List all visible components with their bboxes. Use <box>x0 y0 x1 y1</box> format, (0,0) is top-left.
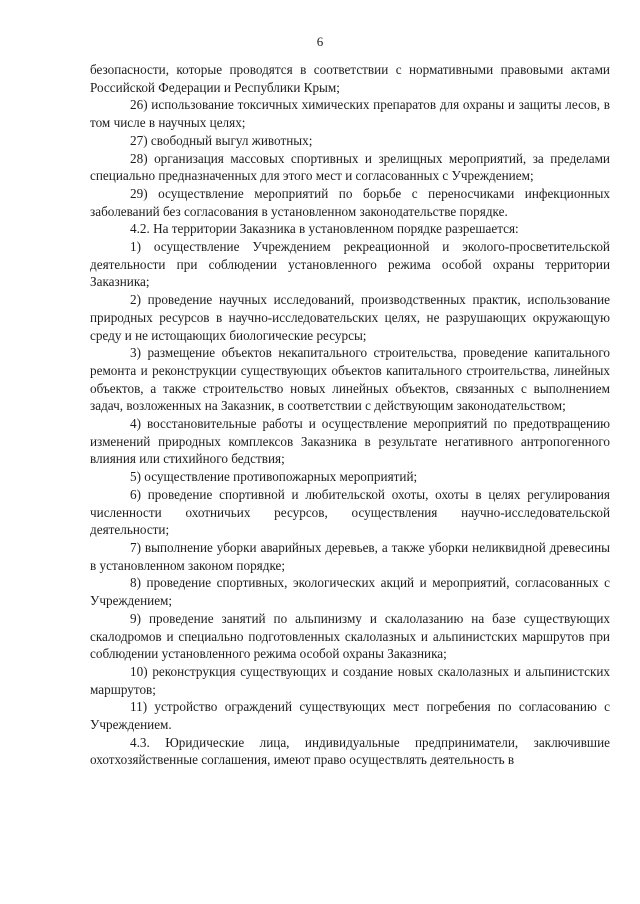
list-item-9: 9) проведение занятий по альпинизму и скалолазанию на базе существующих скалодромов и специально подготовленных скалолазных и альпинистских маршрутов при соблюдении установленного режима особой охраны Заказника; <box>90 610 610 662</box>
list-item-3: 3) размещение объектов некапитального строительства, проведение капитального ремонта и реконструкции существующих объектов капитального строительства, линейных объектов, а также строительство новых линейных объектов, связанных с выполнением задач, возложенных на Заказник, в соответствии с действующим законодательством; <box>90 345 610 414</box>
list-item-5: 5) осуществление противопожарных мероприятий; <box>130 469 418 485</box>
list-item-26: 26) использование токсичных химических препаратов для охраны и защиты лесов, в том числе в научных целях; <box>90 97 610 131</box>
paragraph-continuation: безопасности, которые проводятся в соответствии с нормативными правовыми актами Российской Федерации и Республики Крым; <box>90 62 610 95</box>
page-number: 6 <box>316 34 324 49</box>
list-item-28: 28) организация массовых спортивных и зрелищных мероприятий, за пределами специально предназначенных для этого мест и согласованных с Учреждением; <box>90 150 610 184</box>
list-item-27: 27) свободный выгул животных; <box>130 132 313 148</box>
list-item-8: 8) проведение спортивных, экологических акций и мероприятий, согласованных с Учреждением; <box>90 575 610 609</box>
list-item-6: 6) проведение спортивной и любительской охоты, охоты в целях регулирования численности охотничьих ресурсов, осуществления научно-исследовательской деятельности; <box>90 486 610 538</box>
list-item-10: 10) реконструкция существующих и создание новых скалолазных и альпинистских маршрутов; <box>90 663 610 697</box>
list-item-7: 7) выполнение уборки аварийных деревьев, а также уборки неликвидной древесины в установленном законом порядке; <box>90 539 610 573</box>
section-heading-4-2: 4.2. На территории Заказника в установленном порядке разрешается: <box>130 221 519 237</box>
list-item-2: 2) проведение научных исследований, производственных практик, использование природных ресурсов в научно-исследовательских целях, не разрушающих окружающую среду и не истощающих биологические ресурсы; <box>90 292 610 343</box>
document-body <box>90 61 610 769</box>
list-item-1: 1) осуществление Учреждением рекреационной и эколого-просветительской деятельности при соблюдении установленного режима особой охраны территории Заказника; <box>90 239 610 290</box>
list-item-4: 4) восстановительные работы и осуществление мероприятий по предотвращению изменений природных комплексов Заказника в результате негативного антропогенного влияния или стихийного бедствия; <box>90 416 610 467</box>
list-item-11: 11) устройство ограждений существующих мест погребения по согласованию с Учреждением. <box>90 699 610 733</box>
section-paragraph-4-3: 4.3. Юридические лица, индивидуальные предприниматели, заключившие охотхозяйственные соглашения, имеют право осуществлять деятельность в <box>90 734 610 768</box>
list-item-29: 29) осуществление мероприятий по борьбе с переносчиками инфекционных заболеваний без согласования в установленном законодательстве порядке. <box>90 185 610 219</box>
